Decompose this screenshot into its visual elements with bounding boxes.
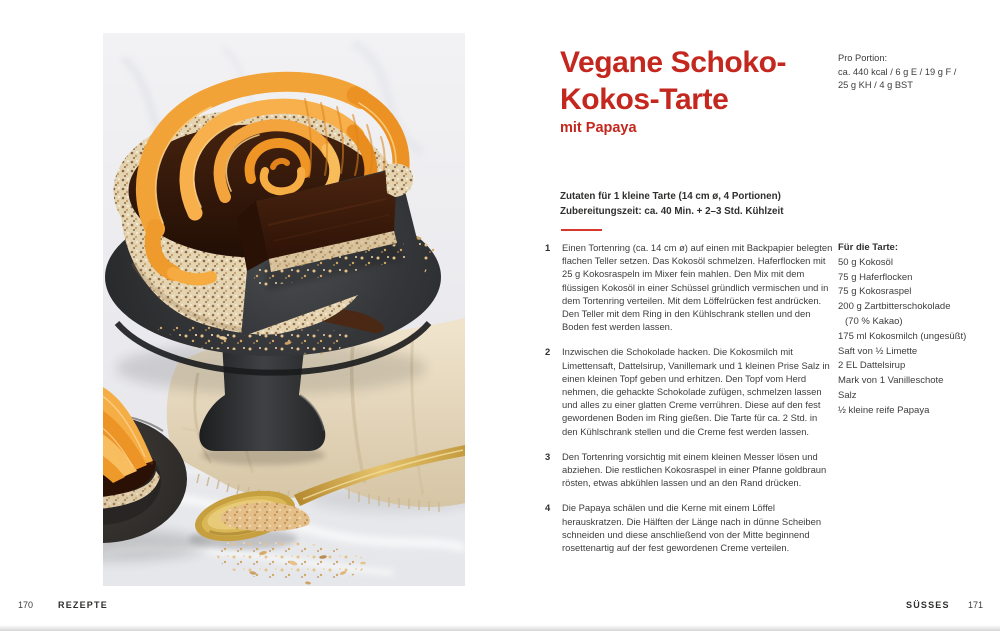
- recipe-step: [545, 241, 833, 333]
- page-title-line1: Vegane Schoko-: [560, 46, 787, 79]
- ingredients-list: [838, 241, 988, 419]
- time-line: Zubereitungszeit: ca. 40 Min. + 2–3 Std. Kühlzeit: [560, 206, 784, 217]
- page-title-line2: Kokos-Tarte: [560, 83, 729, 116]
- page-number-left: 170: [18, 600, 34, 610]
- step-number: 1: [545, 242, 551, 253]
- red-divider: [561, 229, 602, 231]
- page-bottom-edge: [0, 625, 1000, 631]
- step-text: Inzwischen die Schokolade hacken. Die Kokosmilch mit Limettensaft, Dattelsirup, Vanillemark und 1 kleinen Prise Salz in einen kleinen Topf geben und erhitzen. Den Topf vom Herd nehmen, die gehackte Schokolade zufügen, schmelzen lassen und alles zu einer glatten Creme verrühren. Diese auf den fest gewordenen Boden im Ring gießen. Die Tarte für ca. 2 Std. in den Kühlschrank stellen und die Creme fest werden lassen.: [562, 346, 830, 437]
- nutrition-line1: ca. 440 kcal / 6 g E / 19 g F /: [838, 66, 957, 77]
- ingredient-item: 75 g Kokosraspel: [838, 286, 912, 298]
- ingredient-item: Saft von ½ Limette: [838, 345, 918, 357]
- step-number: 2: [545, 346, 551, 358]
- ingredient-item: 2 EL Dattelsirup: [838, 360, 906, 372]
- section-label-right: SÜSSES: [906, 600, 950, 610]
- step-text: Den Tortenring vorsichtig mit einem kleinen Messer lösen und abziehen. Die restlichen Kokosraspel in einer Pfanne goldbraun rösten, etwas abkühlen lassen und an den Rand drücken.: [562, 450, 827, 489]
- recipe-step: [545, 450, 833, 490]
- nutrition-label: Pro Portion:: [838, 53, 888, 63]
- nutrition-line2: 25 g KH / 4 g BST: [838, 80, 913, 90]
- recipe-photo: [103, 33, 465, 586]
- ingredient-item: 175 ml Kokosmilch (ungesüßt): [838, 330, 967, 342]
- step-text: Die Papaya schälen und die Kerne mit einem Löffel herauskratzen. Die Hälften der Länge nach in dünne Scheiben schneiden und diese anschließend von der Mitte beginnend rosettenartig auf der fest gewordenen Creme verteilen.: [562, 502, 822, 554]
- step-number: 4: [545, 502, 551, 514]
- ingredient-item: (70 % Kakao): [845, 315, 903, 327]
- ingredient-item: 50 g Kokosöl: [838, 256, 893, 268]
- ingredient-item: 200 g Zartbitterschokolade: [838, 301, 951, 313]
- recipe-step: [545, 501, 833, 554]
- ingredients-heading: Für die Tarte:: [838, 242, 898, 253]
- recipe-meta: [560, 189, 860, 219]
- ingredient-item: Salz: [838, 389, 857, 401]
- ingredient-item: Mark von 1 Vanilleschote: [838, 375, 944, 387]
- step-text: Einen Tortenring (ca. 14 cm ø) auf einen mit Backpapier belegten flachen Teller setzen. Das Kokosöl schmelzen. Haferflocken mit 25 g Kokosraspeln im Mixer fein mahlen. Den Mix mit dem flüssigen Kokosöl in einer Schüssel gründlich vermischen und in dem Tortenring verteilen. Mit dem Löffelrücken fest andrücken. Den Teller mit dem Ring in den Kühlschrank stellen und den Boden fest werden lassen.: [562, 242, 833, 333]
- recipe-steps: [545, 241, 833, 566]
- page-title: [560, 44, 830, 118]
- ingredient-item: 75 g Haferflocken: [838, 271, 913, 283]
- page-number-right: 171: [968, 600, 984, 610]
- recipe-step: [545, 345, 833, 437]
- section-label-left: REZEPTE: [58, 600, 108, 610]
- yield-line: Zutaten für 1 kleine Tarte (14 cm ø, 4 Portionen): [560, 191, 781, 202]
- page-subtitle: mit Papaya: [560, 120, 637, 136]
- step-number: 3: [545, 450, 551, 462]
- nutrition-info: [838, 52, 988, 93]
- ingredient-item: ½ kleine reife Papaya: [838, 404, 930, 416]
